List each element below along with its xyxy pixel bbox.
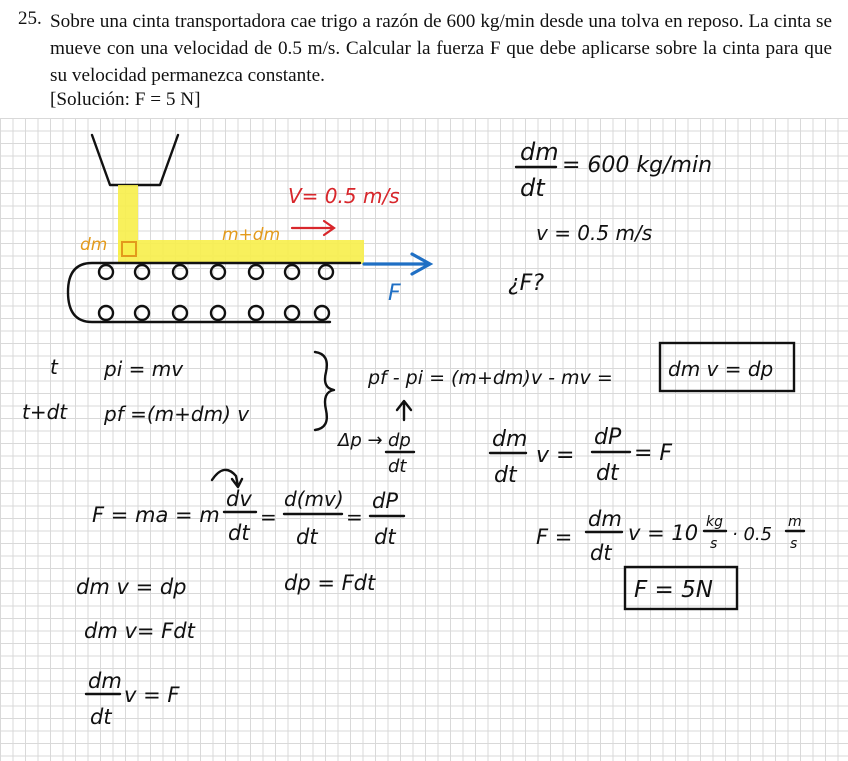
time-tdt: t+dt [22, 400, 68, 424]
question: ¿F? [508, 271, 545, 296]
newton-dt3: dt [374, 525, 396, 549]
final-computation [536, 507, 804, 609]
rate-v: v = [536, 443, 575, 468]
limit-num: dp [388, 430, 411, 451]
newton-dt1: dt [228, 521, 250, 545]
hopper-outline [92, 135, 178, 185]
mass-label: m+dm [222, 225, 281, 245]
newton-dmv: d(mv) [284, 487, 344, 511]
svg-text:=: = [260, 505, 277, 529]
rate-den: dt [494, 463, 517, 488]
newton-dt2: dt [296, 525, 318, 549]
final-lhs: F = [536, 525, 573, 549]
line-a: dm v = dp [76, 575, 187, 599]
derivation-lines [76, 571, 376, 729]
newton-dp: dP [372, 489, 398, 513]
given-rate: = 600 kg/min [562, 153, 713, 178]
mass-arrow [292, 221, 334, 235]
curl-arrow [212, 470, 242, 487]
time-t: t [50, 355, 58, 379]
belt-rollers [99, 265, 333, 320]
rate-dp-den: dt [596, 461, 619, 486]
final-momentum: pf =(m+dm) v [104, 402, 250, 426]
line-d-den: dt [90, 705, 112, 729]
conveyor-diagram [68, 135, 430, 322]
problem-solution: [Solución: F = 5 N] [50, 89, 201, 110]
final-unit1-num: kg [706, 514, 723, 530]
final-mid: v = 10 [628, 521, 699, 545]
final-unit2-num: m [788, 514, 802, 530]
rate-num: dm [492, 427, 528, 452]
final-unit2-den: s [790, 536, 798, 552]
svg-text:=: = [346, 505, 363, 529]
force-arrow [364, 254, 430, 274]
momentum-difference: pf - pi = (m+dm)v - mv = [368, 367, 613, 389]
initial-momentum: pi = mv [104, 357, 184, 381]
line-b: dm v= Fdt [84, 619, 195, 643]
dm-label: dm [80, 235, 108, 255]
given-velocity: v = 0.5 m/s [536, 221, 653, 245]
line-d-num: dm [88, 669, 122, 693]
answer: F = 5N [634, 577, 713, 603]
newton-dv: dv [226, 487, 252, 511]
line-c: dp = Fdt [284, 571, 376, 595]
final-unit1-den: s [710, 536, 718, 552]
given-data [508, 138, 712, 296]
given-numerator: dm [520, 138, 559, 166]
final-num: dm [588, 507, 622, 531]
given-denominator: dt [520, 174, 545, 202]
limit-den: dt [388, 456, 407, 477]
newton-lhs: F = ma = m [92, 503, 220, 527]
rate-equals-f: = F [634, 441, 673, 466]
brace [315, 352, 334, 430]
momentum-section [22, 343, 794, 488]
final-dot: · 0.5 [732, 524, 773, 545]
velocity-label: V= 0.5 m/s [288, 184, 400, 208]
problem-text: Sobre una cinta transportadora cae trigo a razón de 600 kg/min desde una tolva en reposo. La cinta se mueve con una velocidad de 0.5 m/s. Calcular la fuerza F que debe aplicarse sobre la cinta para que su velocidad permanezca constante. [50, 11, 832, 86]
line-d: v = F [124, 683, 180, 707]
force-label: F [388, 281, 401, 306]
final-den: dt [590, 541, 612, 565]
newton-section [92, 470, 404, 549]
boxed-dp: dm v = dp [668, 357, 774, 381]
limit-arrow: Δp → [338, 430, 383, 451]
problem-number: 25. [18, 8, 42, 29]
rate-dp-num: dP [594, 425, 622, 450]
